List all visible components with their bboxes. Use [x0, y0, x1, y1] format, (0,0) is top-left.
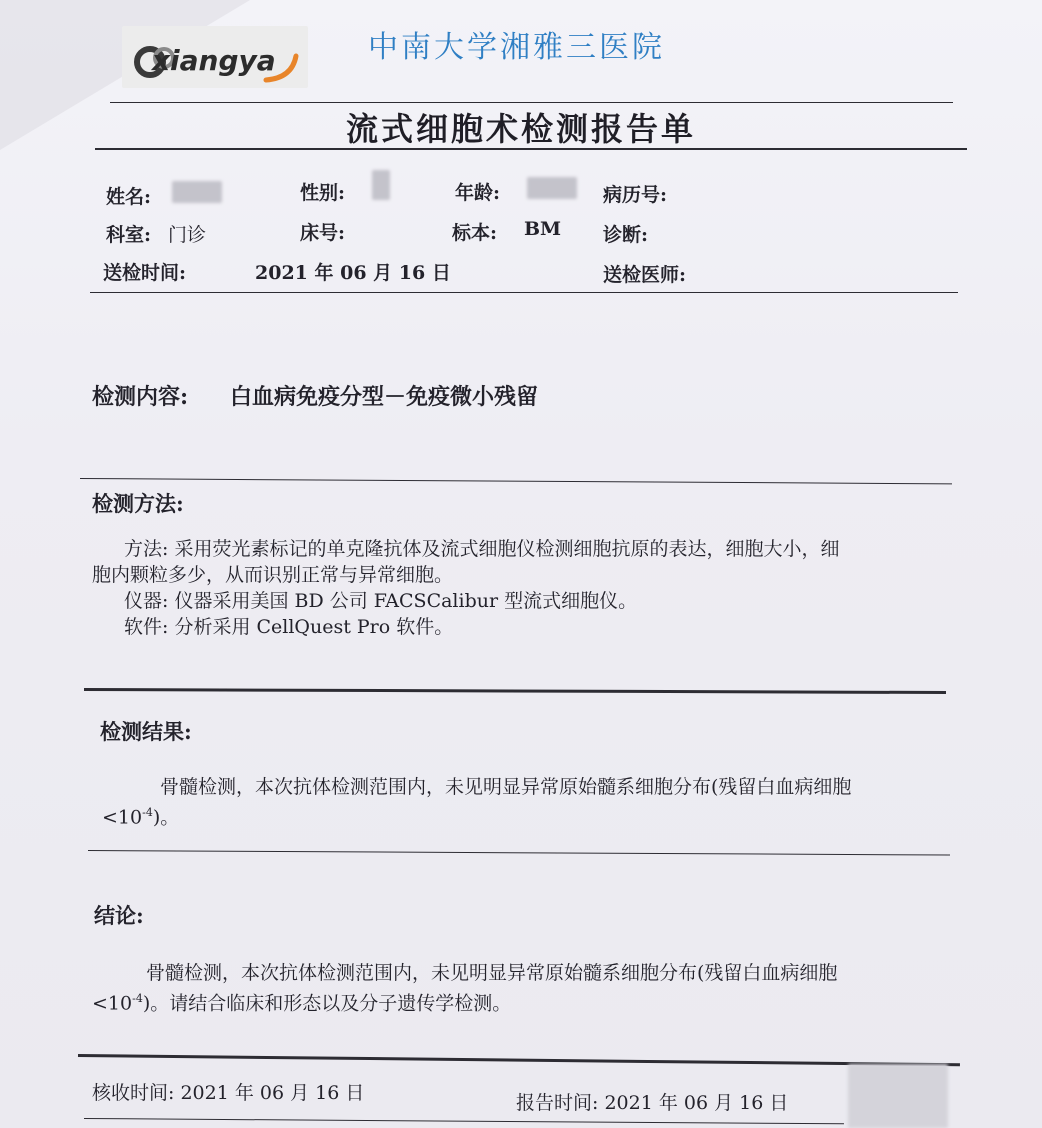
specimen-value: BM	[524, 218, 562, 240]
hospital-name: 中南大学湘雅三医院	[368, 30, 665, 65]
record-number-label: 病历号:	[603, 184, 668, 206]
report-time: 报告时间: 2021 年 06 月 16 日	[516, 1092, 789, 1114]
content-bottom-rule	[80, 478, 952, 484]
method-bottom-rule	[84, 688, 946, 694]
conclusion-bottom-rule	[78, 1054, 960, 1066]
bed-label: 床号:	[300, 222, 346, 244]
footer-bottom-rule	[84, 1118, 844, 1124]
conclusion-line-2: $<10^{-4}$)。请结合临床和形态以及分子遗传学检测。	[92, 992, 512, 1015]
name-redacted	[172, 181, 222, 203]
result-heading: 检测结果:	[100, 719, 192, 744]
age-redacted	[527, 177, 577, 199]
method-instrument: 仪器: 仪器采用美国 BD 公司 FACSCalibur 型流式细胞仪。	[124, 590, 638, 612]
title-bottom-rule	[95, 148, 967, 150]
hospital-logo	[122, 26, 308, 88]
send-doctor-label: 送检医师:	[603, 264, 687, 286]
conclusion-line-1: 骨髓检测，本次抗体检测范围内，未见明显异常原始髓系细胞分布(残留白血病细胞	[146, 962, 838, 984]
check-time: 核收时间: 2021 年 06 月 16 日	[92, 1082, 365, 1104]
result-bottom-rule	[88, 850, 950, 856]
method-software: 软件: 分析采用 CellQuest Pro 软件。	[124, 616, 454, 638]
title-top-rule	[110, 102, 953, 103]
department-label: 科室:	[106, 224, 152, 246]
result-line-2: $<10^{-4}$)。	[102, 806, 180, 829]
method-line-1: 方法: 采用荧光素标记的单克隆抗体及流式细胞仪检测细胞抗原的表达，细胞大小，细	[124, 538, 840, 560]
age-label: 年龄:	[455, 182, 501, 204]
logo-swoosh-icon	[262, 50, 302, 84]
department-value: 门诊	[168, 224, 207, 246]
result-line-1: 骨髓检测，本次抗体检测范围内，未见明显异常原始髓系细胞分布(残留白血病细胞	[160, 776, 852, 798]
method-line-2: 胞内颗粒多少，从而识别正常与异常细胞。	[92, 564, 454, 586]
gender-label: 性别:	[300, 182, 346, 204]
test-content-label: 检测内容:	[92, 384, 189, 410]
specimen-label: 标本:	[452, 222, 498, 244]
send-time-label: 送检时间:	[103, 262, 187, 284]
signature-redacted	[848, 1064, 948, 1128]
name-label: 姓名:	[106, 186, 152, 208]
info-bottom-rule	[90, 292, 958, 293]
send-time-value: 2021 年 06 月 16 日	[255, 262, 451, 284]
report-title: 流式细胞术检测报告单	[345, 110, 696, 148]
logo-text: xiangya	[152, 44, 276, 77]
conclusion-heading: 结论:	[94, 903, 144, 928]
diagnosis-label: 诊断:	[603, 224, 649, 246]
method-heading: 检测方法:	[92, 491, 184, 516]
gender-redacted	[372, 170, 390, 200]
test-content-value: 白血病免疫分型－免疫微小残留	[230, 384, 539, 410]
